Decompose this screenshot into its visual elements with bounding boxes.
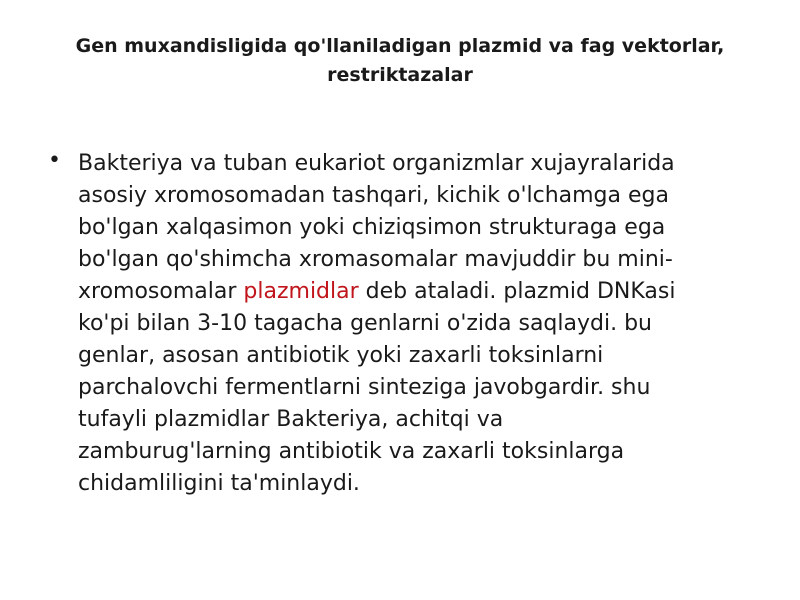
body-line-7: genlar, asosan antibiotik yoki zaxarli toksinlarni: [78, 343, 604, 368]
body-line-5: [78, 276, 756, 308]
highlighted-term: plazmidlar: [243, 279, 359, 304]
body-line-1: Bakteriya va tuban eukariot organizmlar xujayralarida: [78, 151, 675, 176]
body-line-10: zamburug'larning antibiotik va zaxarli toksinlarga: [78, 439, 625, 464]
body-line-5-before: xromosomalar: [78, 279, 244, 304]
body-line-11: chidamliligini ta'minlaydi.: [78, 471, 360, 496]
title-line-1: Gen muxandisligida qo'llaniladigan plazmid va fag vektorlar,: [75, 35, 725, 57]
title-line-2: restriktazalar: [327, 64, 473, 86]
body-line-9: tufayli plazmidlar Bakteriya, achitqi va: [78, 407, 504, 432]
body-line-8: parchalovchi fermentlarni sinteziga javobgardir. shu: [78, 375, 651, 400]
bullet-list: [44, 148, 756, 500]
body-line-2: asosiy xromosomadan tashqari, kichik o'lchamga ega: [78, 183, 669, 208]
body-line-5-after: deb ataladi. plazmid DNKasi: [358, 279, 676, 304]
body-line-3: bo'lgan xalqasimon yoki chiziqsimon strukturaga ega: [78, 215, 666, 240]
body-line-4: bo'lgan qo'shimcha xromasomalar mavjuddir bu mini-: [78, 247, 673, 272]
slide-title: [40, 32, 760, 90]
bullet-item: [44, 148, 756, 500]
body-line-6: ko'pi bilan 3-10 tagacha genlarni o'zida saqlaydi. bu: [78, 311, 652, 336]
bullet-icon: •: [48, 148, 61, 173]
